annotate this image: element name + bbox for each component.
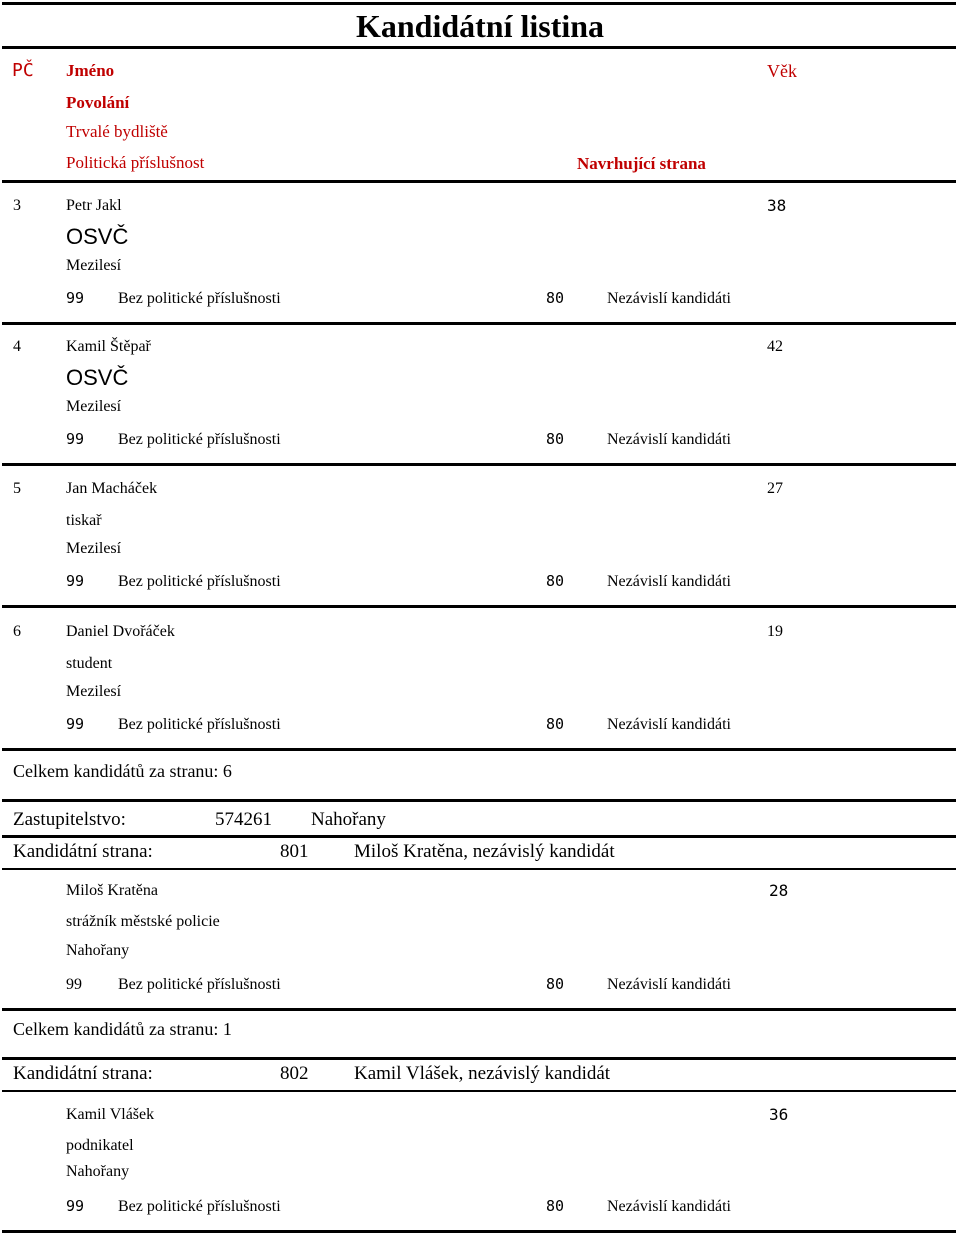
candidate-pp-code: 99 [66,572,85,590]
candidate-pp: Bez politické příslušnosti [118,573,281,590]
candidate-rule [2,322,956,325]
candidate-ns: Nezávislí kandidáti [607,290,731,307]
total-candidates-2: Celkem kandidátů za stranu: 1 [13,1019,232,1039]
candidate-town: Mezilesí [66,540,122,557]
header-bydliste: Trvalé bydliště [66,122,168,141]
party802-code: 802 [280,1063,309,1084]
candidate-ns-code: 80 [546,572,565,590]
zastupitelstvo-rule [2,835,956,838]
header-prislusnost: Politická příslušnost [66,153,205,172]
party801-label: Kandidátní strana: [13,841,153,862]
candidate-pp: Bez politické příslušnosti [118,716,281,733]
candidate-pp-code: 99 [66,715,85,733]
party801-code: 801 [280,841,309,862]
cand802-rule [2,1230,956,1233]
candidate-rule [2,605,956,608]
header-pc: PČ [12,60,34,81]
candidate-town: Mezilesí [66,683,122,700]
cand802-age: 36 [769,1105,789,1124]
party801-rule [2,868,956,870]
candidate-ns-code: 80 [546,715,565,733]
header-vek: Věk [767,61,797,81]
candidate-town: Mezilesí [66,257,122,274]
candidate-age: 42 [767,338,783,355]
cand801-rule [2,1008,956,1011]
cand802-ns: Nezávislí kandidáti [607,1198,731,1215]
candidate-pc: 6 [13,623,21,640]
candidate-rule [2,748,956,751]
candidate-job: OSVČ [66,224,129,249]
candidate-pp: Bez politické příslušnosti [118,290,281,307]
cand802-ns-code: 80 [546,1197,565,1215]
candidate-pp-code: 99 [66,430,85,448]
page-title: Kandidátní listina [355,8,605,44]
party802-name: Kamil Vlášek, nezávislý kandidát [354,1063,611,1084]
cand801-pp: Bez politické příslušnosti [118,976,281,993]
candidate-name: Daniel Dvořáček [66,623,175,640]
candidate-age: 19 [767,623,783,640]
candidate-pc: 4 [13,338,21,355]
candidate-rule [2,463,956,466]
candidate-ns: Nezávislí kandidáti [607,431,731,448]
candidate-ns: Nezávislí kandidáti [607,716,731,733]
header-jmeno: Jméno [66,61,115,80]
candidate-job: student [66,655,113,672]
cand801-age: 28 [769,881,789,900]
header-rule [2,180,956,183]
total-candidates-1: Celkem kandidátů za stranu: 6 [13,761,232,781]
cand801-ns: Nezávislí kandidáti [607,976,731,993]
cand801-ns-code: 80 [546,975,565,993]
candidate-pc: 3 [13,197,21,214]
top-rule [2,2,956,5]
candidate-job: tiskař [66,512,102,529]
candidate-name: Petr Jakl [66,197,122,214]
cand801-pp-code: 99 [66,976,82,993]
cand802-pp-code: 99 [66,1197,85,1215]
candidate-ns-code: 80 [546,289,565,307]
total2-rule [2,1057,956,1060]
candidate-age: 27 [767,480,783,497]
candidate-town: Mezilesí [66,398,122,415]
title-rule [2,46,956,49]
candidate-pc: 5 [13,480,21,497]
zastupitelstvo-code: 574261 [215,809,272,830]
zastupitelstvo-name: Nahořany [311,809,386,830]
cand802-job: podnikatel [66,1137,134,1154]
cand802-town: Nahořany [66,1163,130,1180]
cand802-pp: Bez politické příslušnosti [118,1198,281,1215]
candidate-age: 38 [767,196,787,215]
total1-rule [2,799,956,802]
candidate-name: Jan Macháček [66,480,158,497]
cand801-town: Nahořany [66,942,130,959]
cand801-name: Miloš Kratěna [66,882,158,899]
zastupitelstvo-label: Zastupitelstvo: [13,809,126,830]
party802-rule [2,1090,956,1092]
candidate-ns-code: 80 [546,430,565,448]
candidate-pp: Bez politické příslušnosti [118,431,281,448]
header-povolani: Povolání [66,93,130,112]
party801-name: Miloš Kratěna, nezávislý kandidát [354,841,615,862]
candidate-pp-code: 99 [66,289,85,307]
candidate-job: OSVČ [66,365,129,390]
cand801-job: strážník městské policie [66,913,220,930]
party802-label: Kandidátní strana: [13,1063,153,1084]
cand802-name: Kamil Vlášek [66,1106,155,1123]
header-navrhujici: Navrhující strana [577,154,706,173]
candidate-ns: Nezávislí kandidáti [607,573,731,590]
candidate-name: Kamil Štěpař [66,338,151,355]
